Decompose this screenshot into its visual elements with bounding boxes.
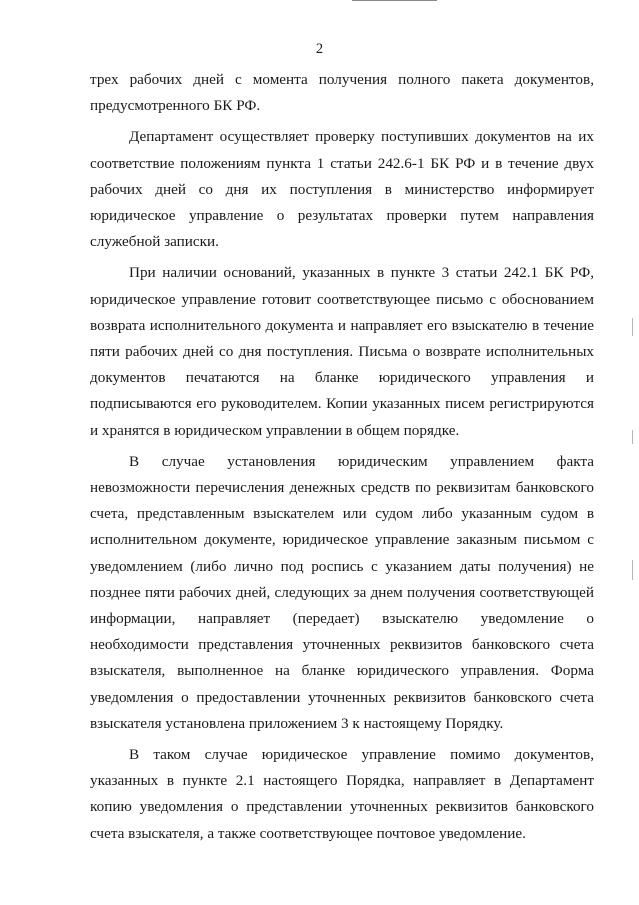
page-number: 2: [315, 41, 324, 57]
paragraph-bank-details-issue: В случае установления юридическим управлением факта невозможности перечисления денежных средств по реквизитам банковского счета, представленным взыскателем или судом либо указанным судом в исполнительном документе, юридическое управление заказным письмом с уведомлением (либо лично под роспись с указанием даты получения) не позднее пяти рабочих дней, следующих за днем получения соответствующей информации, направляет (передает) взыскателю уведомление о необходимости представления уточненных реквизитов банковского счета взыскателя, выполненное на бланке юридического управления. Форма уведомления о предоставлении уточненных реквизитов банковского счета взыскателя установлена приложением 3 к настоящему Порядку.: [90, 452, 594, 732]
scan-artifact-edge-mark: [632, 560, 633, 580]
paragraph-return-grounds: При наличии оснований, указанных в пункте 3 статьи 242.1 БК РФ, юридическое управление готовит соответствующее письмо с обоснованием возврата исполнительного документа и направляет его взыскателю в течение пяти рабочих дней со дня поступления. Письма о возврате исполнительных документов печатаются на бланке юридического управления и подписываются его руководителем. Копии указанных писем регистрируются и хранятся в юридическом управлении в общем порядке.: [90, 264, 594, 439]
paragraph-department-review: Департамент осуществляет проверку поступивших документов на их соответствие положениям пункта 1 статьи 242.6-1 БК РФ и в течение двух рабочих дней со дня их поступления в министерство информирует юридическое управление о результатах проверки путем направления служебной записки.: [90, 128, 594, 251]
paragraph-notification-copy: В таком случае юридическое управление помимо документов, указанных в пункте 2.1 настоящего Порядка, направляет в Департамент копию уведомления о представлении уточненных реквизитов банковского счета взыскателя, а также соответствующее почтовое уведомление.: [90, 746, 594, 842]
scan-artifact-edge-mark: [632, 318, 633, 336]
scan-artifact-top-line: [352, 0, 437, 1]
paragraph-continuation: трех рабочих дней с момента получения полного пакета документов, предусмотренного БК РФ.: [90, 71, 594, 115]
scan-artifact-edge-mark: [632, 430, 633, 444]
document-body: [90, 67, 594, 847]
